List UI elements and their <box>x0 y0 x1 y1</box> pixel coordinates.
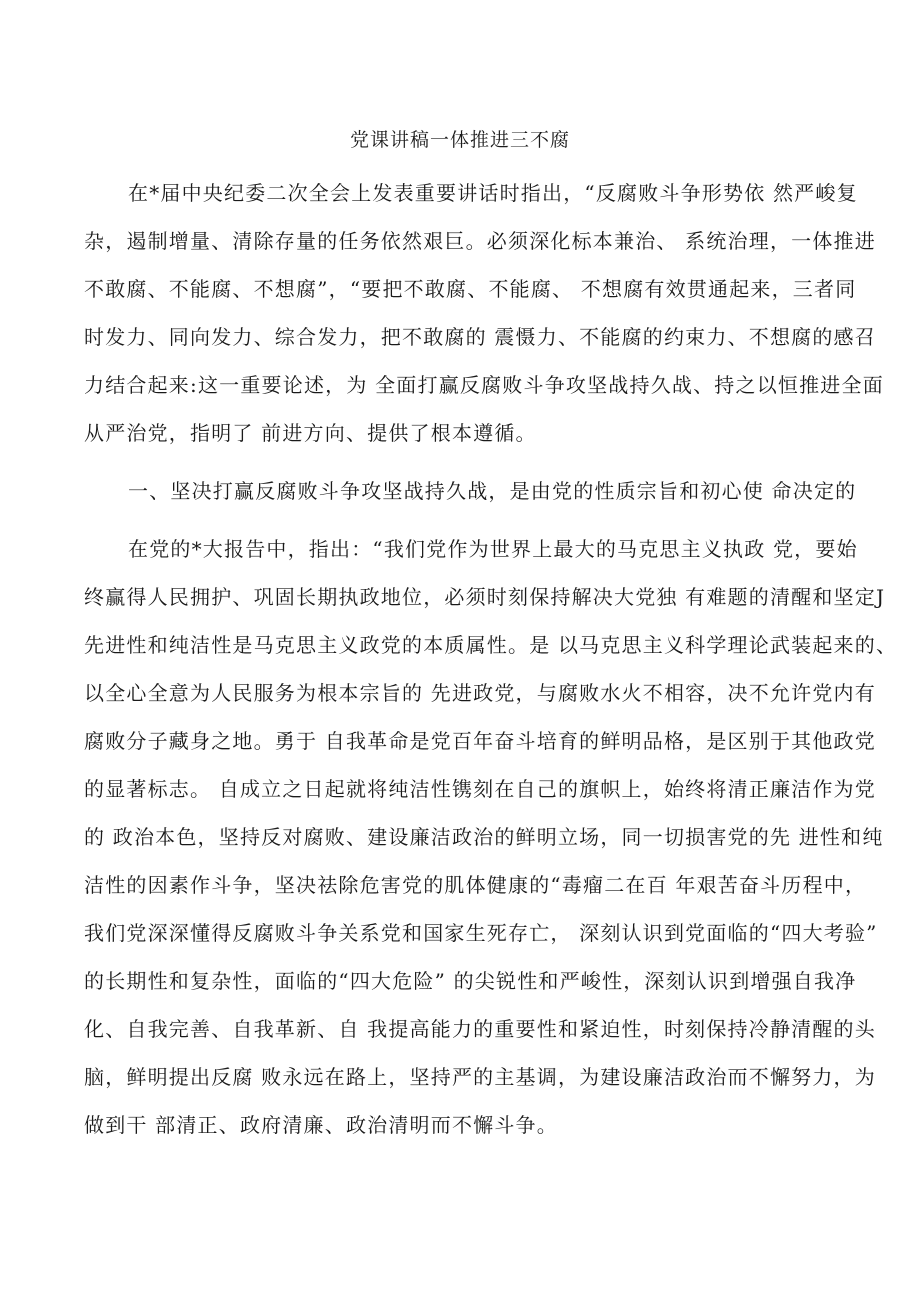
paragraph-line: 腐败分子藏身之地。勇于 自我革命是党百年奋斗培育的鲜明品格，是区别于其他政党 <box>84 729 876 753</box>
paragraph-line: 的显著标志。 自成立之日起就将纯洁性镌刻在自己的旗帜上，始终将清正廉洁作为党 <box>84 777 876 801</box>
paragraph-line: 洁性的因素作斗争，坚决祛除危害党的肌体健康的“毒瘤二在百 年艰苦奋斗历程中， <box>84 873 867 897</box>
paragraph-line: 从严治党，指明了 前进方向、提供了根本遵循。 <box>84 421 537 445</box>
paragraph-line: 先进性和纯洁性是马克思主义政党的本质属性。是 以马克思主义科学理论武装起来的、 <box>84 633 898 657</box>
document-title: 党课讲稿一体推进三不腐 <box>349 129 570 151</box>
paragraph-line: 的 政治本色，坚持反对腐败、建设廉洁政治的鲜明立场，同一切损害党的先 进性和纯 <box>84 825 884 849</box>
paragraph-line: 杂，遏制增量、清除存量的任务依然艰巨。必须深化标本兼治、 系统治理，一体推进 <box>84 229 876 253</box>
paragraph-line: 我们党深深懂得反腐败斗争关系党和国家生死存亡， 深刻认识到党面临的“四大考验” <box>84 921 878 945</box>
paragraph-line: 不敢腐、不能腐、不想腐”，“要把不敢腐、不能腐、 不想腐有效贯通起来，三者同 <box>84 277 857 301</box>
paragraph-line: 以全心全意为人民服务为根本宗旨的 先进政党，与腐败水火不相容，决不允许党内有 <box>84 681 876 705</box>
paragraph-line: 在*届中央纪委二次全会上发表重要讲话时指出，“反腐败斗争形势依 然严峻复 <box>128 181 858 205</box>
paragraph-line: 脑，鲜明提出反腐 败永远在路上，坚持严的主基调，为建设廉洁政治而不懈努力，为 <box>84 1065 876 1089</box>
section-heading: 一、坚决打赢反腐败斗争攻坚战持久战，是由党的性质宗旨和初心使 命决定的 <box>128 479 857 503</box>
paragraph-line: 力结合起来:这一重要论述，为 全面打赢反腐败斗争攻坚战持久战、持之以恒推进全面 <box>84 373 884 397</box>
paragraph-line: 终赢得人民拥护、巩固长期执政地位，必须时刻保持解决大党独 有难题的清醒和坚定J <box>84 585 886 609</box>
paragraph-line: 做到干 部清正、政府清廉、政治清明而不懈斗争。 <box>84 1113 558 1137</box>
paragraph-line: 在党的*大报告中，指出：“我们党作为世界上最大的马克思主义执政 党，要始 <box>128 537 858 561</box>
paragraph-line: 化、自我完善、自我革新、自 我提高能力的重要性和紧迫性，时刻保持冷静清醒的头 <box>84 1017 876 1041</box>
paragraph-line: 时发力、同向发力、综合发力，把不敢腐的 震慑力、不能腐的约束力、不想腐的感召 <box>84 325 876 349</box>
paragraph-line: 的长期性和复杂性，面临的“四大危险” 的尖锐性和严峻性，深刻认识到增强自我净 <box>84 969 857 993</box>
